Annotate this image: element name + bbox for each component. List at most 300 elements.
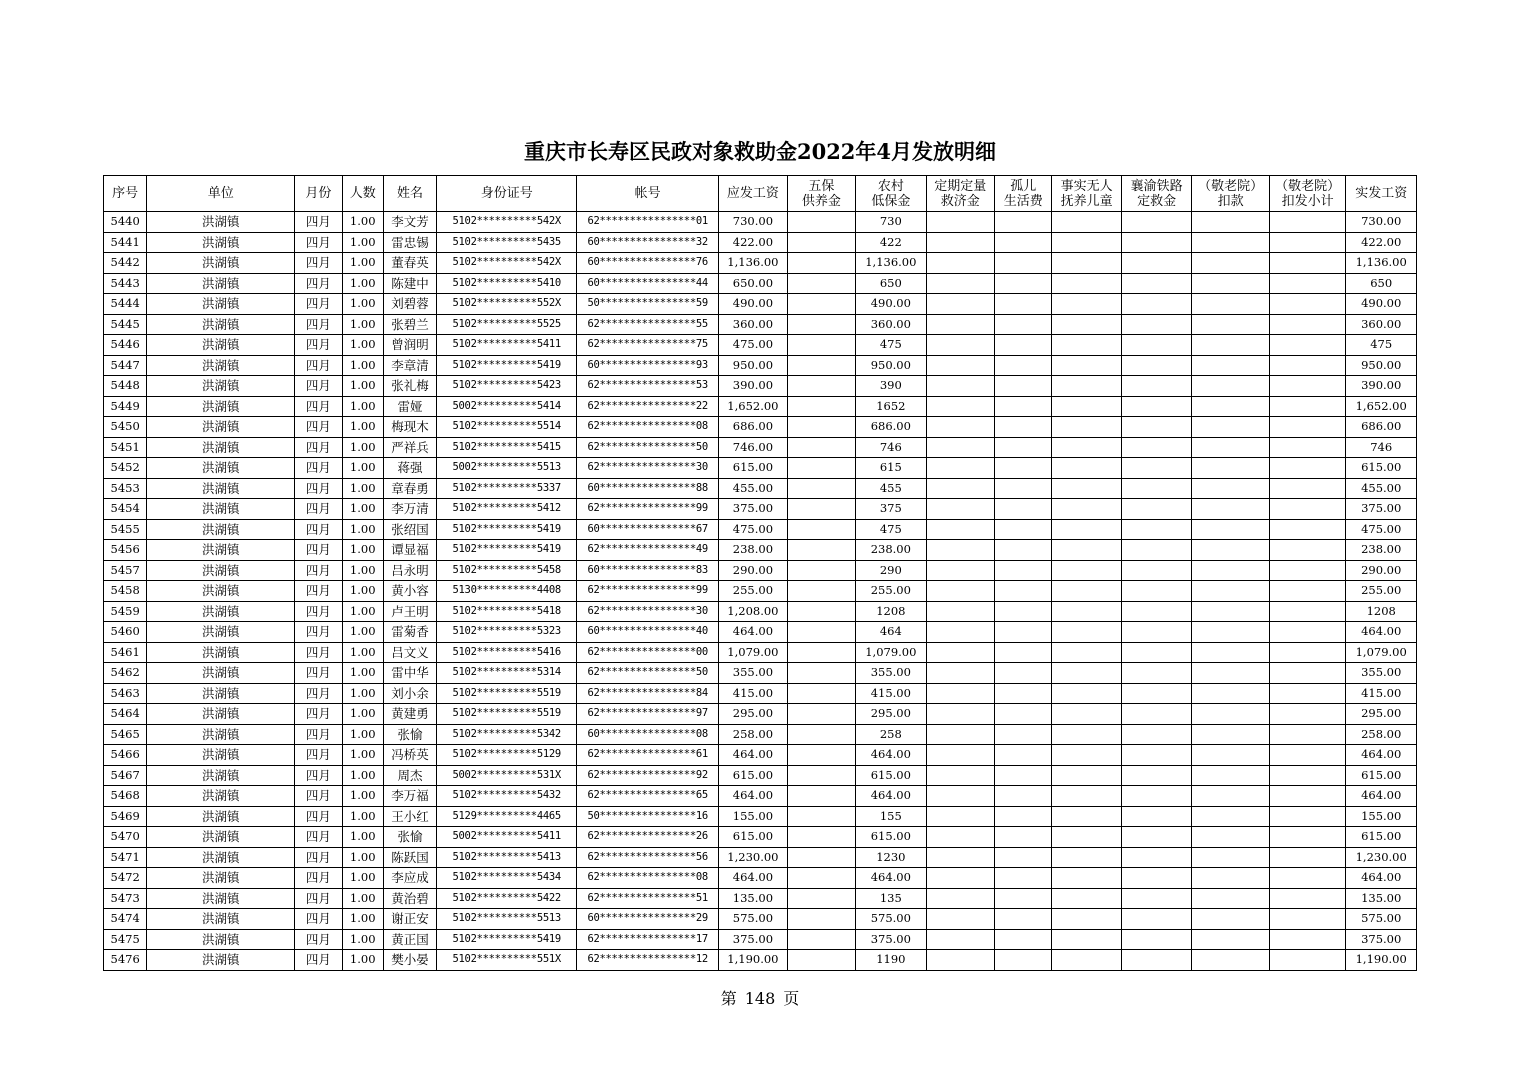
cell-actual: 475 bbox=[1346, 335, 1417, 356]
cell-xiangyu bbox=[1121, 581, 1191, 602]
table-row bbox=[104, 724, 1417, 745]
cell-guer bbox=[995, 806, 1052, 827]
cell-guer bbox=[995, 212, 1052, 233]
cell-dibao: 1190 bbox=[856, 950, 926, 971]
table-row bbox=[104, 581, 1417, 602]
table-row bbox=[104, 458, 1417, 479]
cell-xiangyu bbox=[1121, 417, 1191, 438]
cell-jlykk bbox=[1192, 806, 1270, 827]
cell-jlykk bbox=[1192, 273, 1270, 294]
cell-guer bbox=[995, 909, 1052, 930]
cell-xiangyu bbox=[1121, 929, 1191, 950]
cell-seq: 5446 bbox=[104, 335, 147, 356]
cell-unit: 洪湖镇 bbox=[147, 499, 295, 520]
cell-month: 四月 bbox=[295, 806, 342, 827]
cell-actual: 575.00 bbox=[1346, 909, 1417, 930]
cell-unit: 洪湖镇 bbox=[147, 847, 295, 868]
cell-jlykk bbox=[1192, 294, 1270, 315]
cell-guer bbox=[995, 786, 1052, 807]
cell-dingqi bbox=[926, 765, 994, 786]
cell-seq: 5448 bbox=[104, 376, 147, 397]
cell-shishi bbox=[1052, 950, 1121, 971]
cell-jlykk bbox=[1192, 376, 1270, 397]
cell-actual: 1,190.00 bbox=[1346, 950, 1417, 971]
cell-jlyxj bbox=[1269, 847, 1346, 868]
cell-dingqi bbox=[926, 888, 994, 909]
cell-wubao bbox=[787, 212, 855, 233]
cell-jlyxj bbox=[1269, 704, 1346, 725]
cell-jlyxj bbox=[1269, 519, 1346, 540]
cell-name: 雷菊香 bbox=[383, 622, 436, 643]
cell-xiangyu bbox=[1121, 478, 1191, 499]
cell-dibao: 255.00 bbox=[856, 581, 926, 602]
cell-wubao bbox=[787, 724, 855, 745]
cell-name: 李章清 bbox=[383, 355, 436, 376]
cell-actual: 1,230.00 bbox=[1346, 847, 1417, 868]
cell-guer bbox=[995, 540, 1052, 561]
cell-seq: 5475 bbox=[104, 929, 147, 950]
cell-unit: 洪湖镇 bbox=[147, 417, 295, 438]
cell-count: 1.00 bbox=[342, 847, 383, 868]
cell-month: 四月 bbox=[295, 212, 342, 233]
cell-id: 5102**********552X bbox=[437, 294, 577, 315]
cell-guer bbox=[995, 232, 1052, 253]
cell-dibao: 950.00 bbox=[856, 355, 926, 376]
cell-xiangyu bbox=[1121, 437, 1191, 458]
cell-shishi bbox=[1052, 581, 1121, 602]
cell-name: 陈跃国 bbox=[383, 847, 436, 868]
cell-seq: 5464 bbox=[104, 704, 147, 725]
cell-dibao: 464 bbox=[856, 622, 926, 643]
cell-xiangyu bbox=[1121, 355, 1191, 376]
cell-actual: 615.00 bbox=[1346, 458, 1417, 479]
cell-count: 1.00 bbox=[342, 642, 383, 663]
cell-jlykk bbox=[1192, 519, 1270, 540]
table-row bbox=[104, 806, 1417, 827]
cell-jlykk bbox=[1192, 868, 1270, 889]
cell-name: 吕永明 bbox=[383, 560, 436, 581]
cell-id: 5102**********5416 bbox=[437, 642, 577, 663]
cell-id: 5002**********5411 bbox=[437, 827, 577, 848]
cell-name: 李万清 bbox=[383, 499, 436, 520]
cell-jlykk bbox=[1192, 540, 1270, 561]
cell-account: 62****************50 bbox=[577, 437, 719, 458]
cell-dibao: 360.00 bbox=[856, 314, 926, 335]
cell-wubao bbox=[787, 704, 855, 725]
cell-payable: 155.00 bbox=[719, 806, 787, 827]
cell-name: 刘小余 bbox=[383, 683, 436, 704]
cell-guer bbox=[995, 765, 1052, 786]
cell-dingqi bbox=[926, 560, 994, 581]
cell-count: 1.00 bbox=[342, 519, 383, 540]
cell-account: 62****************61 bbox=[577, 745, 719, 766]
cell-name: 黄建勇 bbox=[383, 704, 436, 725]
cell-xiangyu bbox=[1121, 560, 1191, 581]
cell-id: 5102**********5514 bbox=[437, 417, 577, 438]
cell-account: 60****************32 bbox=[577, 232, 719, 253]
cell-dingqi bbox=[926, 929, 994, 950]
column-header-seq: 序号 bbox=[104, 176, 147, 212]
cell-xiangyu bbox=[1121, 704, 1191, 725]
table-row bbox=[104, 827, 1417, 848]
cell-month: 四月 bbox=[295, 909, 342, 930]
cell-account: 62****************53 bbox=[577, 376, 719, 397]
cell-month: 四月 bbox=[295, 786, 342, 807]
cell-count: 1.00 bbox=[342, 355, 383, 376]
cell-id: 5102**********5435 bbox=[437, 232, 577, 253]
cell-name: 樊小晏 bbox=[383, 950, 436, 971]
cell-jlykk bbox=[1192, 683, 1270, 704]
cell-actual: 375.00 bbox=[1346, 499, 1417, 520]
cell-actual: 135.00 bbox=[1346, 888, 1417, 909]
cell-dibao: 490.00 bbox=[856, 294, 926, 315]
cell-unit: 洪湖镇 bbox=[147, 581, 295, 602]
cell-month: 四月 bbox=[295, 847, 342, 868]
cell-seq: 5462 bbox=[104, 663, 147, 684]
cell-dingqi bbox=[926, 581, 994, 602]
cell-account: 62****************84 bbox=[577, 683, 719, 704]
cell-jlyxj bbox=[1269, 253, 1346, 274]
cell-unit: 洪湖镇 bbox=[147, 376, 295, 397]
cell-account: 62****************49 bbox=[577, 540, 719, 561]
cell-wubao bbox=[787, 683, 855, 704]
cell-unit: 洪湖镇 bbox=[147, 294, 295, 315]
cell-account: 62****************99 bbox=[577, 581, 719, 602]
cell-seq: 5473 bbox=[104, 888, 147, 909]
table-row bbox=[104, 253, 1417, 274]
cell-shishi bbox=[1052, 704, 1121, 725]
table-body bbox=[104, 212, 1417, 971]
cell-id: 5102**********5458 bbox=[437, 560, 577, 581]
cell-count: 1.00 bbox=[342, 314, 383, 335]
cell-account: 62****************30 bbox=[577, 458, 719, 479]
cell-count: 1.00 bbox=[342, 335, 383, 356]
cell-dingqi bbox=[926, 950, 994, 971]
column-header-actual: 实发工资 bbox=[1346, 176, 1417, 212]
cell-xiangyu bbox=[1121, 458, 1191, 479]
cell-count: 1.00 bbox=[342, 786, 383, 807]
cell-xiangyu bbox=[1121, 212, 1191, 233]
cell-dingqi bbox=[926, 273, 994, 294]
cell-seq: 5476 bbox=[104, 950, 147, 971]
cell-name: 冯桥英 bbox=[383, 745, 436, 766]
cell-jlykk bbox=[1192, 396, 1270, 417]
cell-month: 四月 bbox=[295, 314, 342, 335]
cell-jlykk bbox=[1192, 950, 1270, 971]
cell-wubao bbox=[787, 355, 855, 376]
cell-guer bbox=[995, 355, 1052, 376]
cell-shishi bbox=[1052, 786, 1121, 807]
cell-payable: 464.00 bbox=[719, 745, 787, 766]
cell-xiangyu bbox=[1121, 888, 1191, 909]
cell-name: 章春勇 bbox=[383, 478, 436, 499]
cell-id: 5102**********5423 bbox=[437, 376, 577, 397]
cell-name: 张碧兰 bbox=[383, 314, 436, 335]
cell-account: 62****************56 bbox=[577, 847, 719, 868]
cell-account: 50****************59 bbox=[577, 294, 719, 315]
cell-unit: 洪湖镇 bbox=[147, 335, 295, 356]
cell-jlyxj bbox=[1269, 581, 1346, 602]
cell-id: 5102**********5513 bbox=[437, 909, 577, 930]
cell-count: 1.00 bbox=[342, 458, 383, 479]
table-row bbox=[104, 314, 1417, 335]
table-row bbox=[104, 355, 1417, 376]
cell-payable: 290.00 bbox=[719, 560, 787, 581]
cell-month: 四月 bbox=[295, 396, 342, 417]
cell-shishi bbox=[1052, 622, 1121, 643]
cell-guer bbox=[995, 663, 1052, 684]
cell-guer bbox=[995, 642, 1052, 663]
cell-account: 62****************00 bbox=[577, 642, 719, 663]
cell-account: 50****************16 bbox=[577, 806, 719, 827]
cell-count: 1.00 bbox=[342, 212, 383, 233]
page-prefix: 第 bbox=[720, 989, 737, 1008]
cell-payable: 746.00 bbox=[719, 437, 787, 458]
cell-payable: 950.00 bbox=[719, 355, 787, 376]
cell-shishi bbox=[1052, 663, 1121, 684]
column-header-wubao: 五保 供养金 bbox=[787, 176, 855, 212]
cell-xiangyu bbox=[1121, 786, 1191, 807]
cell-shishi bbox=[1052, 601, 1121, 622]
table-row bbox=[104, 499, 1417, 520]
cell-dibao: 464.00 bbox=[856, 868, 926, 889]
cell-seq: 5467 bbox=[104, 765, 147, 786]
cell-id: 5102**********5519 bbox=[437, 683, 577, 704]
cell-dingqi bbox=[926, 458, 994, 479]
cell-dingqi bbox=[926, 847, 994, 868]
cell-guer bbox=[995, 847, 1052, 868]
cell-unit: 洪湖镇 bbox=[147, 929, 295, 950]
cell-wubao bbox=[787, 847, 855, 868]
cell-seq: 5468 bbox=[104, 786, 147, 807]
cell-account: 60****************29 bbox=[577, 909, 719, 930]
cell-jlykk bbox=[1192, 909, 1270, 930]
cell-count: 1.00 bbox=[342, 765, 383, 786]
cell-dibao: 1230 bbox=[856, 847, 926, 868]
cell-shishi bbox=[1052, 273, 1121, 294]
cell-count: 1.00 bbox=[342, 253, 383, 274]
cell-unit: 洪湖镇 bbox=[147, 314, 295, 335]
cell-name: 张愉 bbox=[383, 724, 436, 745]
cell-guer bbox=[995, 273, 1052, 294]
cell-name: 张愉 bbox=[383, 827, 436, 848]
cell-payable: 1,230.00 bbox=[719, 847, 787, 868]
cell-xiangyu bbox=[1121, 294, 1191, 315]
cell-month: 四月 bbox=[295, 683, 342, 704]
cell-unit: 洪湖镇 bbox=[147, 437, 295, 458]
cell-id: 5102**********542X bbox=[437, 253, 577, 274]
cell-dibao: 290 bbox=[856, 560, 926, 581]
cell-payable: 615.00 bbox=[719, 765, 787, 786]
column-header-id: 身份证号 bbox=[437, 176, 577, 212]
cell-actual: 375.00 bbox=[1346, 929, 1417, 950]
cell-jlykk bbox=[1192, 314, 1270, 335]
cell-actual: 464.00 bbox=[1346, 786, 1417, 807]
cell-jlyxj bbox=[1269, 314, 1346, 335]
cell-actual: 455.00 bbox=[1346, 478, 1417, 499]
cell-actual: 155.00 bbox=[1346, 806, 1417, 827]
cell-wubao bbox=[787, 950, 855, 971]
cell-dibao: 1,136.00 bbox=[856, 253, 926, 274]
cell-id: 5102**********542X bbox=[437, 212, 577, 233]
column-header-account: 帐号 bbox=[577, 176, 719, 212]
cell-dibao: 390 bbox=[856, 376, 926, 397]
cell-dingqi bbox=[926, 683, 994, 704]
cell-payable: 415.00 bbox=[719, 683, 787, 704]
cell-seq: 5451 bbox=[104, 437, 147, 458]
cell-wubao bbox=[787, 581, 855, 602]
cell-payable: 475.00 bbox=[719, 519, 787, 540]
cell-actual: 490.00 bbox=[1346, 294, 1417, 315]
cell-actual: 464.00 bbox=[1346, 868, 1417, 889]
cell-dingqi bbox=[926, 253, 994, 274]
cell-dingqi bbox=[926, 642, 994, 663]
cell-jlykk bbox=[1192, 601, 1270, 622]
cell-name: 梅现木 bbox=[383, 417, 436, 438]
cell-jlykk bbox=[1192, 417, 1270, 438]
cell-jlyxj bbox=[1269, 683, 1346, 704]
cell-seq: 5458 bbox=[104, 581, 147, 602]
cell-seq: 5441 bbox=[104, 232, 147, 253]
cell-name: 王小红 bbox=[383, 806, 436, 827]
cell-shishi bbox=[1052, 417, 1121, 438]
cell-jlyxj bbox=[1269, 601, 1346, 622]
cell-actual: 615.00 bbox=[1346, 827, 1417, 848]
cell-unit: 洪湖镇 bbox=[147, 396, 295, 417]
cell-jlyxj bbox=[1269, 622, 1346, 643]
cell-actual: 290.00 bbox=[1346, 560, 1417, 581]
table-row bbox=[104, 601, 1417, 622]
cell-jlyxj bbox=[1269, 273, 1346, 294]
cell-dingqi bbox=[926, 212, 994, 233]
cell-wubao bbox=[787, 540, 855, 561]
cell-unit: 洪湖镇 bbox=[147, 806, 295, 827]
cell-payable: 355.00 bbox=[719, 663, 787, 684]
cell-count: 1.00 bbox=[342, 827, 383, 848]
table-row bbox=[104, 909, 1417, 930]
table-row bbox=[104, 786, 1417, 807]
cell-id: 5102**********5129 bbox=[437, 745, 577, 766]
cell-jlykk bbox=[1192, 335, 1270, 356]
cell-shishi bbox=[1052, 314, 1121, 335]
table-row bbox=[104, 560, 1417, 581]
table-row bbox=[104, 335, 1417, 356]
cell-guer bbox=[995, 560, 1052, 581]
cell-unit: 洪湖镇 bbox=[147, 683, 295, 704]
cell-payable: 295.00 bbox=[719, 704, 787, 725]
cell-count: 1.00 bbox=[342, 560, 383, 581]
cell-wubao bbox=[787, 868, 855, 889]
cell-dibao: 650 bbox=[856, 273, 926, 294]
cell-jlyxj bbox=[1269, 355, 1346, 376]
cell-dingqi bbox=[926, 909, 994, 930]
cell-payable: 135.00 bbox=[719, 888, 787, 909]
cell-jlykk bbox=[1192, 745, 1270, 766]
cell-jlyxj bbox=[1269, 724, 1346, 745]
cell-xiangyu bbox=[1121, 396, 1191, 417]
cell-account: 60****************88 bbox=[577, 478, 719, 499]
cell-id: 5102**********5419 bbox=[437, 519, 577, 540]
cell-dibao: 475 bbox=[856, 519, 926, 540]
cell-dingqi bbox=[926, 663, 994, 684]
cell-name: 黄治碧 bbox=[383, 888, 436, 909]
cell-id: 5102**********5419 bbox=[437, 929, 577, 950]
table-row bbox=[104, 745, 1417, 766]
cell-guer bbox=[995, 437, 1052, 458]
cell-guer bbox=[995, 499, 1052, 520]
cell-seq: 5443 bbox=[104, 273, 147, 294]
cell-dibao: 258 bbox=[856, 724, 926, 745]
cell-dibao: 455 bbox=[856, 478, 926, 499]
cell-unit: 洪湖镇 bbox=[147, 868, 295, 889]
cell-dingqi bbox=[926, 745, 994, 766]
cell-xiangyu bbox=[1121, 847, 1191, 868]
cell-count: 1.00 bbox=[342, 929, 383, 950]
cell-payable: 360.00 bbox=[719, 314, 787, 335]
cell-xiangyu bbox=[1121, 622, 1191, 643]
cell-name: 李万福 bbox=[383, 786, 436, 807]
cell-name: 吕文义 bbox=[383, 642, 436, 663]
cell-jlyxj bbox=[1269, 437, 1346, 458]
cell-guer bbox=[995, 294, 1052, 315]
cell-unit: 洪湖镇 bbox=[147, 232, 295, 253]
cell-account: 62****************12 bbox=[577, 950, 719, 971]
cell-unit: 洪湖镇 bbox=[147, 704, 295, 725]
cell-month: 四月 bbox=[295, 376, 342, 397]
cell-shishi bbox=[1052, 847, 1121, 868]
cell-name: 谭显福 bbox=[383, 540, 436, 561]
cell-name: 谢正安 bbox=[383, 909, 436, 930]
cell-account: 60****************44 bbox=[577, 273, 719, 294]
cell-account: 60****************93 bbox=[577, 355, 719, 376]
cell-guer bbox=[995, 581, 1052, 602]
cell-jlyxj bbox=[1269, 786, 1346, 807]
cell-seq: 5469 bbox=[104, 806, 147, 827]
cell-jlyxj bbox=[1269, 868, 1346, 889]
table-row bbox=[104, 376, 1417, 397]
cell-account: 62****************50 bbox=[577, 663, 719, 684]
cell-wubao bbox=[787, 765, 855, 786]
cell-xiangyu bbox=[1121, 745, 1191, 766]
cell-xiangyu bbox=[1121, 253, 1191, 274]
cell-month: 四月 bbox=[295, 519, 342, 540]
cell-count: 1.00 bbox=[342, 888, 383, 909]
cell-unit: 洪湖镇 bbox=[147, 560, 295, 581]
cell-jlykk bbox=[1192, 478, 1270, 499]
cell-actual: 1,079.00 bbox=[1346, 642, 1417, 663]
cell-xiangyu bbox=[1121, 540, 1191, 561]
cell-actual: 1,652.00 bbox=[1346, 396, 1417, 417]
cell-xiangyu bbox=[1121, 868, 1191, 889]
cell-guer bbox=[995, 827, 1052, 848]
cell-jlyxj bbox=[1269, 212, 1346, 233]
cell-payable: 464.00 bbox=[719, 868, 787, 889]
cell-account: 62****************99 bbox=[577, 499, 719, 520]
cell-shishi bbox=[1052, 909, 1121, 930]
cell-name: 董春英 bbox=[383, 253, 436, 274]
cell-jlyxj bbox=[1269, 335, 1346, 356]
cell-unit: 洪湖镇 bbox=[147, 909, 295, 930]
cell-dibao: 475 bbox=[856, 335, 926, 356]
cell-wubao bbox=[787, 827, 855, 848]
cell-count: 1.00 bbox=[342, 950, 383, 971]
cell-dibao: 135 bbox=[856, 888, 926, 909]
cell-unit: 洪湖镇 bbox=[147, 253, 295, 274]
cell-unit: 洪湖镇 bbox=[147, 540, 295, 561]
cell-xiangyu bbox=[1121, 642, 1191, 663]
table-row bbox=[104, 478, 1417, 499]
cell-wubao bbox=[787, 437, 855, 458]
